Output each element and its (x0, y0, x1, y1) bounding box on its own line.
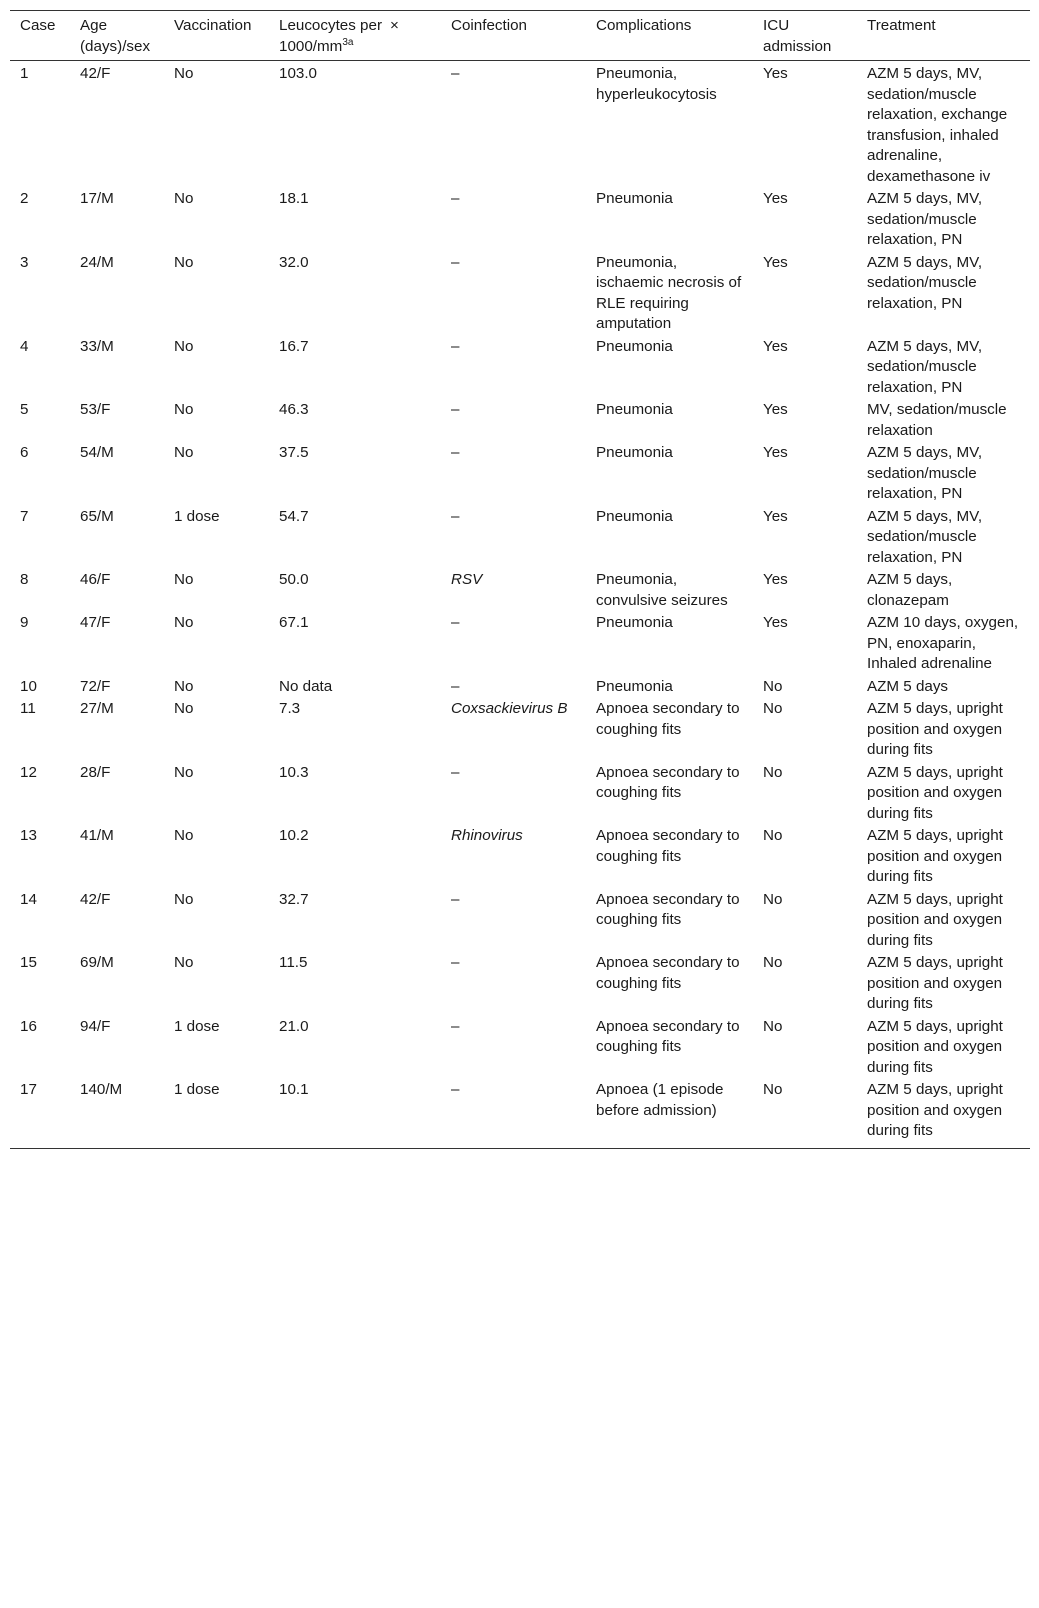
cell-icu: Yes (763, 190, 788, 207)
cell-case: 5 (20, 401, 29, 418)
table-row (10, 762, 1030, 826)
cell-treatment: AZM 5 days (867, 677, 949, 695)
cell-vaccination: No (174, 337, 194, 355)
cell-complications: Pneumonia (596, 677, 673, 695)
cell-age-sex: 69/M (80, 954, 114, 971)
cell-case: 3 (20, 253, 29, 271)
cell-case: 11 (20, 700, 36, 717)
cell-icu: No (763, 954, 783, 971)
cell-icu: No (763, 700, 783, 717)
cell-coinfection: – (451, 190, 460, 207)
header-vaccination: Vaccination (164, 11, 269, 61)
cell-case: 12 (20, 763, 37, 781)
header-row (10, 11, 1030, 61)
table-row (10, 889, 1030, 953)
table-body (10, 61, 1030, 1149)
cell-coinfection: – (451, 507, 460, 525)
cell-complications: Apnoea secondary to coughing fits (596, 954, 740, 992)
cell-complications: Apnoea secondary to coughing fits (596, 700, 740, 738)
table-row (10, 612, 1030, 676)
cell-icu: No (763, 763, 783, 781)
cell-coinfection: Coxsackievirus B (451, 700, 568, 717)
cell-coinfection: – (451, 444, 460, 461)
cell-vaccination: No (174, 571, 194, 588)
clinical-table-container (10, 10, 1030, 1149)
cell-coinfection: – (451, 954, 460, 971)
cell-vaccination: No (174, 763, 194, 781)
cell-vaccination: No (174, 614, 194, 631)
cell-age-sex: 46/F (80, 571, 111, 588)
cell-complications: Apnoea secondary to coughing fits (596, 1017, 740, 1055)
cell-complications: Apnoea secondary to coughing fits (596, 763, 740, 801)
cell-coinfection: Rhinovirus (451, 827, 523, 844)
cell-treatment: AZM 5 days, upright position and oxygen during fits (867, 954, 1003, 1012)
cell-age-sex: 42/F (80, 65, 111, 82)
table-row (10, 569, 1030, 612)
cell-age-sex: 24/M (80, 253, 114, 271)
table-row (10, 442, 1030, 506)
cell-case: 2 (20, 190, 29, 207)
cell-treatment: MV, sedation/muscle relaxation (867, 401, 1007, 439)
cell-treatment: AZM 5 days, upright position and oxygen during fits (867, 890, 1003, 949)
cell-icu: No (763, 1017, 783, 1035)
cell-leucocytes: 10.2 (279, 827, 309, 844)
header-treatment: Treatment (857, 11, 1030, 61)
cell-age-sex: 47/F (80, 614, 111, 631)
cell-age-sex: 54/M (80, 444, 114, 461)
cell-leucocytes: 67.1 (279, 614, 309, 631)
header-leucocytes-unit: 1000/mm (279, 37, 343, 55)
header-complications: Complications (586, 11, 753, 61)
cell-complications: Apnoea (1 episode before admission) (586, 1079, 753, 1148)
cell-coinfection: – (451, 337, 460, 355)
cell-leucocytes: 37.5 (279, 444, 309, 461)
cell-complications: Pneumonia (596, 401, 673, 418)
table-header (10, 11, 1030, 61)
header-age-sex: Age (days)/sex (70, 11, 164, 61)
cell-vaccination: No (174, 700, 194, 717)
cell-vaccination: No (174, 954, 194, 971)
cell-vaccination: No (174, 890, 194, 908)
cell-vaccination: 1 dose (174, 1017, 220, 1035)
cell-leucocytes: 32.0 (279, 253, 309, 271)
table-row (10, 252, 1030, 336)
cell-icu: Yes (763, 571, 788, 588)
cell-treatment: AZM 5 days, MV, sedation/muscle relaxation, PN (867, 253, 983, 312)
cell-vaccination: No (174, 190, 194, 207)
cell-case: 6 (20, 444, 29, 461)
cell-leucocytes: 10.3 (279, 763, 309, 781)
cell-treatment: AZM 5 days, MV, sedation/muscle relaxation, exchange transfusion, inhaled adrenaline, dexamethasone iv (867, 65, 1008, 185)
cell-age-sex: 33/M (80, 337, 114, 355)
table-row (10, 952, 1030, 1016)
header-leucocytes (269, 11, 441, 61)
cell-treatment: AZM 5 days, upright position and oxygen during fits (867, 827, 1003, 885)
clinical-cases-table (10, 10, 1030, 1149)
cell-leucocytes: 50.0 (279, 571, 309, 588)
table-row (10, 336, 1030, 400)
times-symbol: × (390, 17, 399, 34)
table-row (10, 1016, 1030, 1080)
cell-age-sex: 28/F (80, 763, 111, 781)
cell-case: 8 (20, 571, 29, 588)
cell-age-sex: 72/F (80, 677, 111, 695)
cell-leucocytes: 46.3 (279, 401, 309, 418)
cell-treatment: AZM 5 days, MV, sedation/muscle relaxation, PN (867, 444, 983, 502)
cell-coinfection: – (451, 614, 460, 631)
cell-icu: No (763, 677, 783, 695)
cell-case: 4 (20, 337, 29, 355)
cell-icu: Yes (763, 507, 788, 525)
cell-leucocytes: 16.7 (279, 337, 309, 355)
cell-coinfection: – (441, 1079, 586, 1148)
cell-icu: Yes (763, 401, 788, 418)
cell-coinfection: – (451, 677, 460, 695)
cell-leucocytes: 21.0 (279, 1017, 309, 1035)
cell-age-sex: 140/M (70, 1079, 164, 1148)
cell-icu: Yes (763, 65, 788, 82)
cell-icu: Yes (763, 614, 788, 631)
cell-coinfection: – (451, 65, 460, 82)
cell-age-sex: 17/M (80, 190, 114, 207)
cell-icu: Yes (763, 253, 788, 271)
cell-icu: Yes (763, 444, 788, 461)
cell-case: 10 (20, 677, 37, 695)
table-row (10, 61, 1030, 189)
cell-case: 17 (10, 1079, 70, 1148)
header-case: Case (10, 11, 70, 61)
cell-age-sex: 42/F (80, 890, 111, 908)
header-leucocytes-prefix: Leucocytes per (279, 17, 382, 34)
cell-case: 14 (20, 890, 37, 908)
cell-case: 1 (20, 65, 29, 82)
cell-treatment: AZM 10 days, oxygen, PN, enoxaparin, Inhaled adrenaline (867, 614, 1019, 672)
cell-complications: Apnoea secondary to coughing fits (596, 890, 740, 928)
cell-vaccination: No (174, 253, 194, 271)
cell-vaccination: No (174, 827, 194, 844)
cell-complications: Pneumonia (596, 337, 673, 355)
cell-leucocytes: 10.1 (269, 1079, 441, 1148)
cell-complications: Pneumonia (596, 507, 673, 525)
cell-leucocytes: 54.7 (279, 507, 309, 525)
header-icu: ICU admission (753, 11, 857, 61)
cell-vaccination: No (174, 677, 194, 695)
cell-vaccination: No (174, 401, 194, 418)
cell-age-sex: 53/F (80, 401, 111, 418)
cell-coinfection: – (451, 890, 460, 908)
table-row (10, 188, 1030, 252)
cell-icu: No (763, 890, 783, 908)
cell-treatment: AZM 5 days, clonazepam (867, 571, 953, 609)
cell-coinfection: – (451, 1017, 460, 1035)
cell-complications: Pneumonia (596, 190, 673, 207)
cell-coinfection: – (451, 763, 460, 781)
cell-treatment: AZM 5 days, MV, sedation/muscle relaxation, PN (867, 507, 983, 566)
cell-complications: Pneumonia (596, 444, 673, 461)
cell-case: 9 (20, 614, 29, 631)
cell-case: 16 (20, 1017, 37, 1035)
cell-case: 13 (20, 827, 37, 844)
header-leucocytes-sup: 3a (342, 36, 354, 48)
cell-treatment: AZM 5 days, upright position and oxygen during fits (867, 763, 1003, 822)
cell-leucocytes: 18.1 (279, 190, 309, 207)
table-row (10, 399, 1030, 442)
cell-complications: Apnoea secondary to coughing fits (596, 827, 740, 865)
cell-leucocytes: 11.5 (279, 954, 308, 971)
cell-age-sex: 65/M (80, 507, 114, 525)
cell-coinfection: – (451, 253, 460, 271)
cell-treatment: AZM 5 days, upright position and oxygen during fits (867, 1017, 1003, 1076)
cell-case: 15 (20, 954, 37, 971)
cell-complications: Pneumonia, ischaemic necrosis of RLE requiring amputation (596, 253, 742, 332)
cell-leucocytes: 103.0 (279, 65, 318, 82)
table-row (10, 825, 1030, 889)
cell-vaccination: No (174, 65, 194, 82)
cell-treatment: AZM 5 days, MV, sedation/muscle relaxation, PN (867, 190, 983, 248)
cell-vaccination: No (174, 444, 194, 461)
cell-complications: Pneumonia (596, 614, 673, 631)
table-row (10, 506, 1030, 570)
cell-coinfection: RSV (451, 571, 483, 588)
cell-treatment: AZM 5 days, upright position and oxygen during fits (857, 1079, 1030, 1148)
cell-age-sex: 41/M (80, 827, 114, 844)
cell-leucocytes: No data (279, 677, 333, 695)
cell-vaccination: 1 dose (174, 507, 220, 525)
header-coinfection: Coinfection (441, 11, 586, 61)
cell-vaccination: 1 dose (164, 1079, 269, 1148)
cell-treatment: AZM 5 days, MV, sedation/muscle relaxation, PN (867, 337, 983, 396)
cell-icu: No (763, 827, 783, 844)
cell-age-sex: 27/M (80, 700, 114, 717)
cell-leucocytes: 7.3 (279, 700, 301, 717)
table-row (10, 1079, 1030, 1148)
cell-coinfection: – (451, 401, 460, 418)
cell-age-sex: 94/F (80, 1017, 111, 1035)
cell-icu: Yes (763, 337, 788, 355)
table-row (10, 698, 1030, 762)
cell-complications: Pneumonia, convulsive seizures (596, 571, 728, 609)
cell-leucocytes: 32.7 (279, 890, 309, 908)
cell-case: 7 (20, 507, 29, 525)
table-row (10, 676, 1030, 699)
cell-complications: Pneumonia, hyperleukocytosis (596, 65, 717, 103)
cell-icu: No (753, 1079, 857, 1148)
cell-treatment: AZM 5 days, upright position and oxygen during fits (867, 700, 1003, 758)
